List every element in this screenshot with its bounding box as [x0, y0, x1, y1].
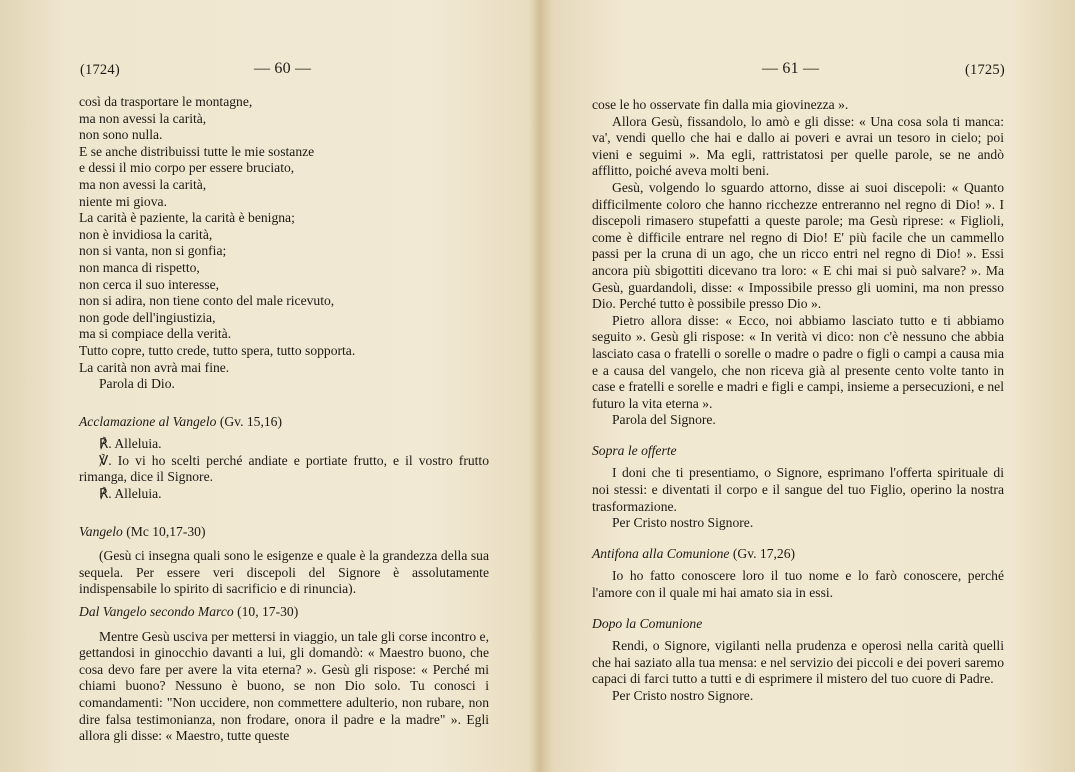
antifona-text: Io ho fatto conoscere loro il tuo nome e lo farò conoscere, perché l'amore con il quale mi hai amato sia in essi.	[592, 568, 1004, 601]
alleluia-text: Alleluia.	[114, 436, 162, 452]
gospel-paragraph-3: Gesù, volgendo lo sguardo attorno, disse ai suoi discepoli: « Quanto difficilmente coloro che hanno ricchezze entreranno nel regno di Dio! ». I discepoli rimasero stupefatti a queste parole; ma Gesù riprese: « Figlioli, come è difficile entrare nel regno di Dio! E' più facile che un cammello passi per la cruna di un ago, che un ricco entri nel regno di Dio! ». Essi ancora più sbigottiti dicevano tra loro: « E chi mai si può salvare? ». Ma Gesù, guardandoli, disse: « Impossibile presso gli uomini, ma non presso Dio. Perché tutto è possibile presso Dio ».	[592, 179, 1004, 312]
antifona-title: Antifona alla Comunione	[592, 545, 730, 561]
per-cristo-1: Per Cristo nostro Signore.	[612, 515, 754, 531]
gospel-intro: (Gesù ci insegna quali sono le esigenze e quale è la grandezza della sua sequela. Per essere veri discepoli del Signore è assolutamente indispensabile lo spirito di sacrificio e di rinuncia).	[79, 548, 489, 597]
gospel-paragraph-2: Allora Gesù, fissandolo, lo amò e gli disse: « Una cosa sola ti manca: va', vendi quello che hai e dallo ai poveri e avrai un tesoro in cielo; poi vieni e seguimi ». Ma egli, rattristatosi per quelle parole, se ne andò afflitto, poiché aveva molti beni.	[592, 113, 1004, 179]
poem-line: Tutto copre, tutto crede, tutto spera, tutto sopporta.	[79, 342, 356, 358]
poem-line: ma non avessi la carità,	[79, 176, 207, 192]
response-line-2	[79, 486, 489, 503]
verse-text: Io vi ho scelti perché andiate e portiate frutto, e il vostro frutto rimanga, dice il Signore.	[79, 452, 489, 485]
gospel-heading	[79, 524, 489, 541]
poem-line: e dessi il mio corpo per essere bruciato,	[79, 160, 295, 176]
dopo-heading: Dopo la Comunione	[592, 615, 703, 631]
left-page-number: (1724)	[80, 62, 120, 78]
offerte-heading: Sopra le offerte	[592, 442, 677, 458]
per-cristo-2: Per Cristo nostro Signore.	[612, 688, 754, 703]
right-body	[592, 97, 1004, 705]
poem-line: La carità non avrà mai fine.	[79, 359, 230, 375]
verse-line	[79, 453, 489, 486]
alleluia-text-2: Alleluia.	[114, 486, 162, 502]
poem-line: non sono nulla.	[79, 127, 163, 143]
gospel-ref: (Mc 10,17-30)	[126, 523, 206, 539]
reading-closing: Parola di Dio.	[99, 376, 175, 392]
acclamation-ref: (Gv. 15,16)	[219, 413, 282, 429]
gospel-continuation: cose le ho osservate fin dalla mia giovinezza ».	[592, 97, 849, 112]
right-page	[538, 0, 1075, 772]
right-page-label: — 61 —	[762, 60, 820, 77]
gospel-paragraph-4: Pietro allora disse: « Ecco, noi abbiamo lasciato tutto e ti abbiamo seguito ». Gesù gli rispose: « In verità vi dico: non c'è nessuno che abbia lasciato casa o fratelli o sorelle o madre o padre o figli o campi a causa mia e a causa del vangelo, che non riceva già al presente cento volte tanto in case e fratelli e sorelle e madri e figli e campi, insieme a persecuzioni, e nel futuro la vita eterna ».	[592, 312, 1004, 411]
right-page-number: (1725)	[965, 62, 1005, 78]
acclamation-title: Acclamazione al Vangelo	[79, 413, 217, 429]
gospel-text: Mentre Gesù usciva per mettersi in viaggio, un tale gli corse incontro e, gettandosi in ginocchio davanti a lui, gli domandò: « Maestro buono, che cosa devo fare per avere la vita eterna? ». Gesù gli rispose: « Perché mi chiami buono? Nessuno è buono, se non Dio solo. Tu conosci i comandamenti: "Non uccidere, non commettere adulterio, non rubare, non dire falsa testimonianza, non frodare, onora il padre e la madre" ». Egli allora gli disse: « Maestro, tutte queste	[79, 628, 489, 744]
poem-line: non gode dell'ingiustizia,	[79, 309, 216, 325]
from-gospel-ref: (10, 17-30)	[237, 604, 299, 620]
poem-line: così da trasportare le montagne,	[79, 94, 253, 109]
offerte-text: I doni che ti presentiamo, o Signore, esprimano l'offerta spirituale di noi stessi: e diventati il corpo e il sangue del tuo Figlio, operino la nostra trasformazione.	[592, 465, 1004, 514]
poem-line: non si adira, non tiene conto del male ricevuto,	[79, 293, 335, 309]
gospel-closing: Parola del Signore.	[612, 412, 716, 428]
poem-line: E se anche distribuissi tutte le mie sostanze	[79, 143, 315, 159]
left-body	[79, 94, 489, 745]
from-gospel-title: Dal Vangelo secondo Marco	[79, 604, 234, 620]
poem-line: ma non avessi la carità,	[79, 110, 207, 126]
poem-line: non si vanta, non si gonfia;	[79, 243, 227, 259]
gospel-title: Vangelo	[79, 523, 123, 539]
dopo-text: Rendi, o Signore, vigilanti nella prudenza e operosi nella carità quelli che hai saziato alla tua mensa: e nel servizio dei piccoli e dei poveri saremo capaci di farci tutto a tutti e di esprimere il mistero del tuo cuore di Padre.	[592, 638, 1004, 687]
antifona-heading	[592, 546, 1004, 563]
response-symbol: ℟.	[99, 436, 112, 452]
left-page-label: — 60 —	[254, 60, 312, 77]
response-symbol-2: ℟.	[99, 486, 112, 502]
antifona-ref: (Gv. 17,26)	[732, 545, 796, 561]
reading-poem	[79, 94, 489, 376]
poem-line: La carità è paziente, la carità è benigna;	[79, 210, 295, 226]
response-line	[79, 436, 489, 453]
from-gospel-heading	[79, 604, 489, 621]
poem-line: non è invidiosa la carità,	[79, 226, 213, 242]
poem-line: niente mi giova.	[79, 193, 167, 209]
acclamation-heading	[79, 414, 489, 431]
poem-line: ma si compiace della verità.	[79, 326, 232, 342]
poem-line: non cerca il suo interesse,	[79, 276, 220, 292]
poem-line: non manca di rispetto,	[79, 259, 200, 275]
verse-symbol: ℣.	[99, 452, 112, 468]
